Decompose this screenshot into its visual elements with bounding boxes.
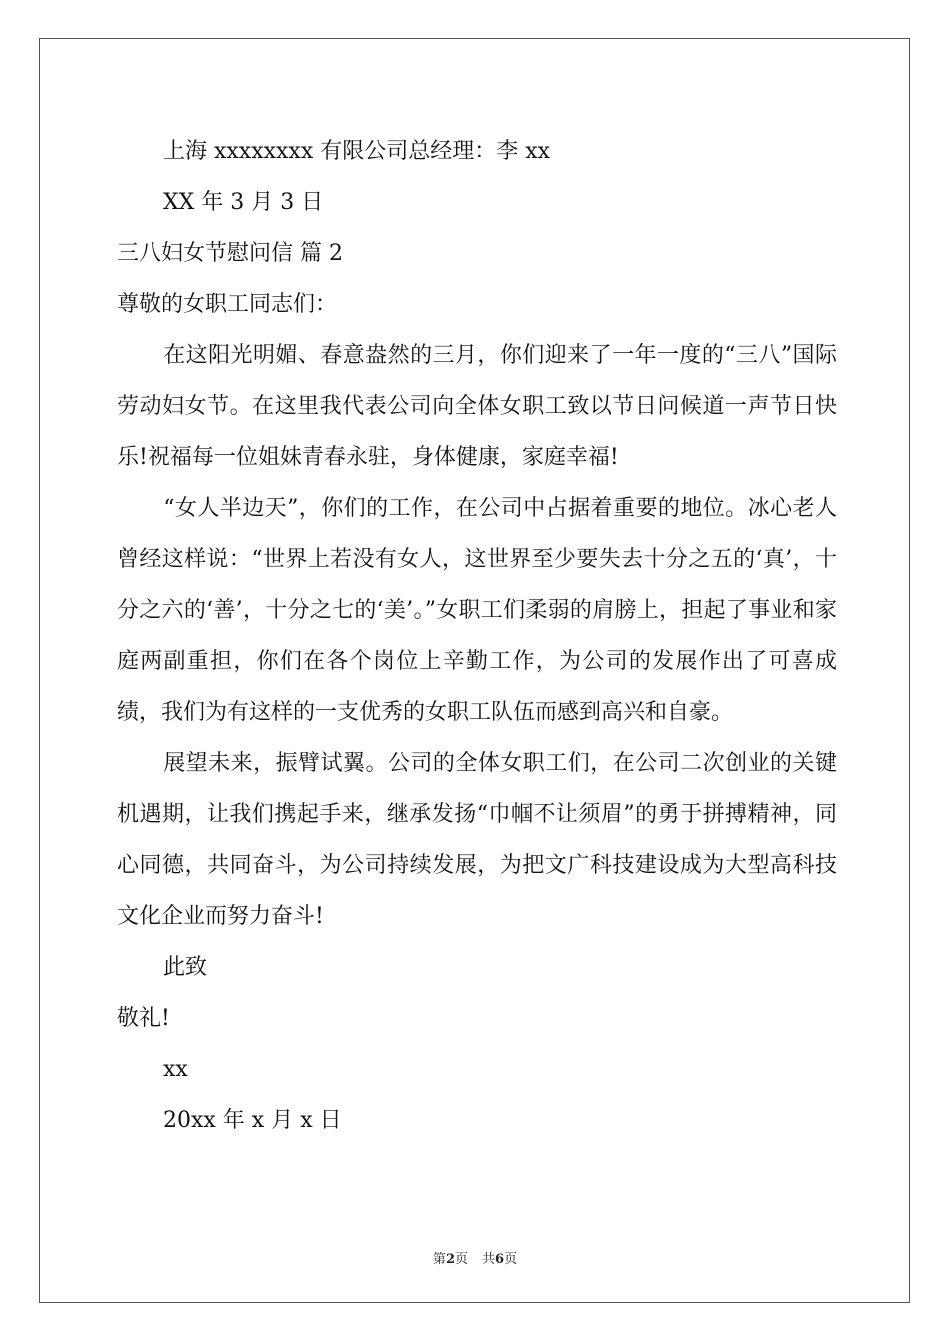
- page-prefix: 第: [432, 1252, 446, 1267]
- signature-line: 上海 xxxxxxxx 有限公司总经理：李 xx: [163, 139, 551, 164]
- document-body: [117, 126, 837, 1146]
- letter-date: XX 年 3 月 3 日: [163, 190, 324, 215]
- page-footer: [0, 1248, 950, 1267]
- total-prefix: 共: [482, 1252, 496, 1267]
- body-paragraph-2: “女人半边天”，你们的工作，在公司中占据着重要的地位。冰心老人曾经这样说：“世界上若没有女人，这世界至少要失去十分之五的‘真’，十分之六的‘善’，十分之七的‘美’。”女职工们柔弱的肩膀上，担起了事业和家庭两副重担，你们在各个岗位上辛勤工作，为公司的发展作出了可喜成绩，我们为有这样的一支优秀的女职工队伍而感到高兴和自豪。: [117, 496, 837, 725]
- regards: 敬礼!: [117, 1006, 170, 1031]
- section-title: 三八妇女节慰问信 篇 2: [117, 241, 343, 266]
- page-mid: 页: [454, 1252, 468, 1267]
- body-paragraph-3: 展望未来，振臂试翼。公司的全体女职工们，在公司二次创业的关键机遇期，让我们携起手来，继承发扬“巾帼不让须眉”的勇于拼搏精神，同心同德，共同奋斗，为公司持续发展，为把文广科技建设成为大型高科技文化企业而努力奋斗!: [117, 751, 837, 929]
- page-total: 6: [495, 1252, 505, 1267]
- closing: 此致: [163, 955, 208, 980]
- salutation: 尊敬的女职工同志们：: [117, 292, 338, 317]
- closing-date: 20xx 年 x 月 x 日: [163, 1108, 342, 1133]
- signer: xx: [163, 1057, 188, 1082]
- body-paragraph-1: 在这阳光明媚、春意盎然的三月，你们迎来了一年一度的“三八”国际劳动妇女节。在这里我代表公司向全体女职工致以节日问候道一声节日快乐!祝福每一位姐妹青春永驻，身体健康，家庭幸福!: [117, 343, 837, 470]
- page-current: 2: [445, 1252, 455, 1267]
- total-suffix: 页: [504, 1252, 518, 1267]
